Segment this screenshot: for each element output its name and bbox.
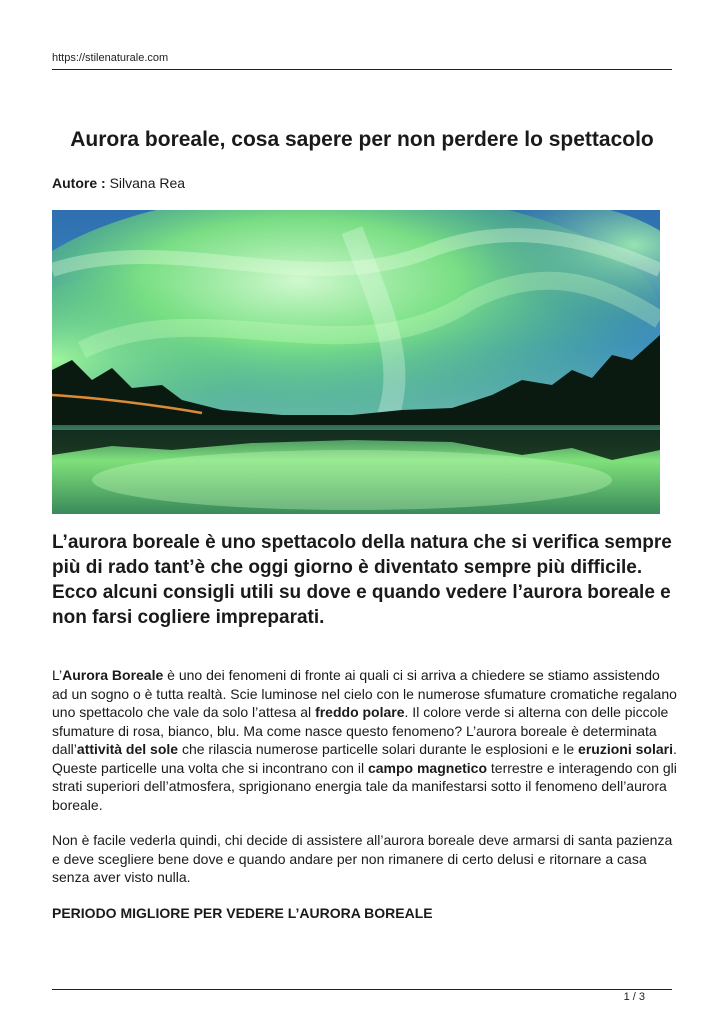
page-number: 1 / 3 [623, 991, 645, 1003]
p1-text: . Queste particelle una volta che si incontrano con il [52, 741, 677, 776]
paragraph-advice: Non è facile vederla quindi, chi decide di assistere all’aurora boreale deve armarsi di santa pazienza e deve scegliere bene dove e quando andare per non rimanere di certo delusi e ritornare a casa senza aver visto nulla. [52, 832, 673, 885]
p1-bold: freddo polare [315, 704, 405, 720]
p1-text: che rilascia numerose particelle solari durante le esplosioni e le [178, 741, 579, 757]
header-divider [52, 69, 672, 70]
article-title: Aurora boreale, cosa sapere per non perdere lo spettacolo [70, 128, 654, 151]
section-heading: PERIODO MIGLIORE PER VEDERE L’AURORA BOREALE [52, 905, 433, 921]
p1-bold: Aurora Boreale [62, 667, 164, 683]
p1-bold: eruzioni solari [578, 741, 673, 757]
p1-text: terrestre e interagendo con gli strati superiori dell’atmosfera, sprigionano energia tale da manifestarsi sotto il fenomeno dell’aurora boreale. [52, 759, 677, 813]
p1-bold: campo magnetico [367, 759, 487, 776]
paragraph-intro [52, 666, 678, 814]
p1-text: . Il colore verde si alterna con delle piccole sfumature di rosa, bianco, blu. Ma come nasce questo fenomeno? L’aurora boreale è determinata dall’ [52, 704, 669, 757]
header-url[interactable]: https://stilenaturale.com [52, 52, 169, 64]
article-lead: L’aurora boreale è uno spettacolo della natura che si verifica sempre più di rado tant’è che oggi giorno è diventato sempre più difficile. Ecco alcuni consigli utili su dove e quando vedere l’aurora boreale e non farsi cogliere impreparati. [52, 532, 672, 628]
p1-text: L’ [52, 667, 63, 683]
author-label: Autore : [52, 175, 106, 191]
footer-divider [52, 989, 672, 990]
aurora-photo [52, 210, 660, 514]
author-line [52, 175, 185, 191]
p1-bold: attività del sole [76, 741, 179, 757]
author-name: Silvana Rea [109, 175, 186, 191]
p1-text: è uno dei fenomeni di fronte ai quali ci si arriva a chiedere se stiamo assistendo ad un sogno o è tutta realtà. Scie luminose nel cielo con le numerose sfumature cromatiche regalano uno spettacolo che vale da solo l’attesa al [52, 667, 677, 720]
